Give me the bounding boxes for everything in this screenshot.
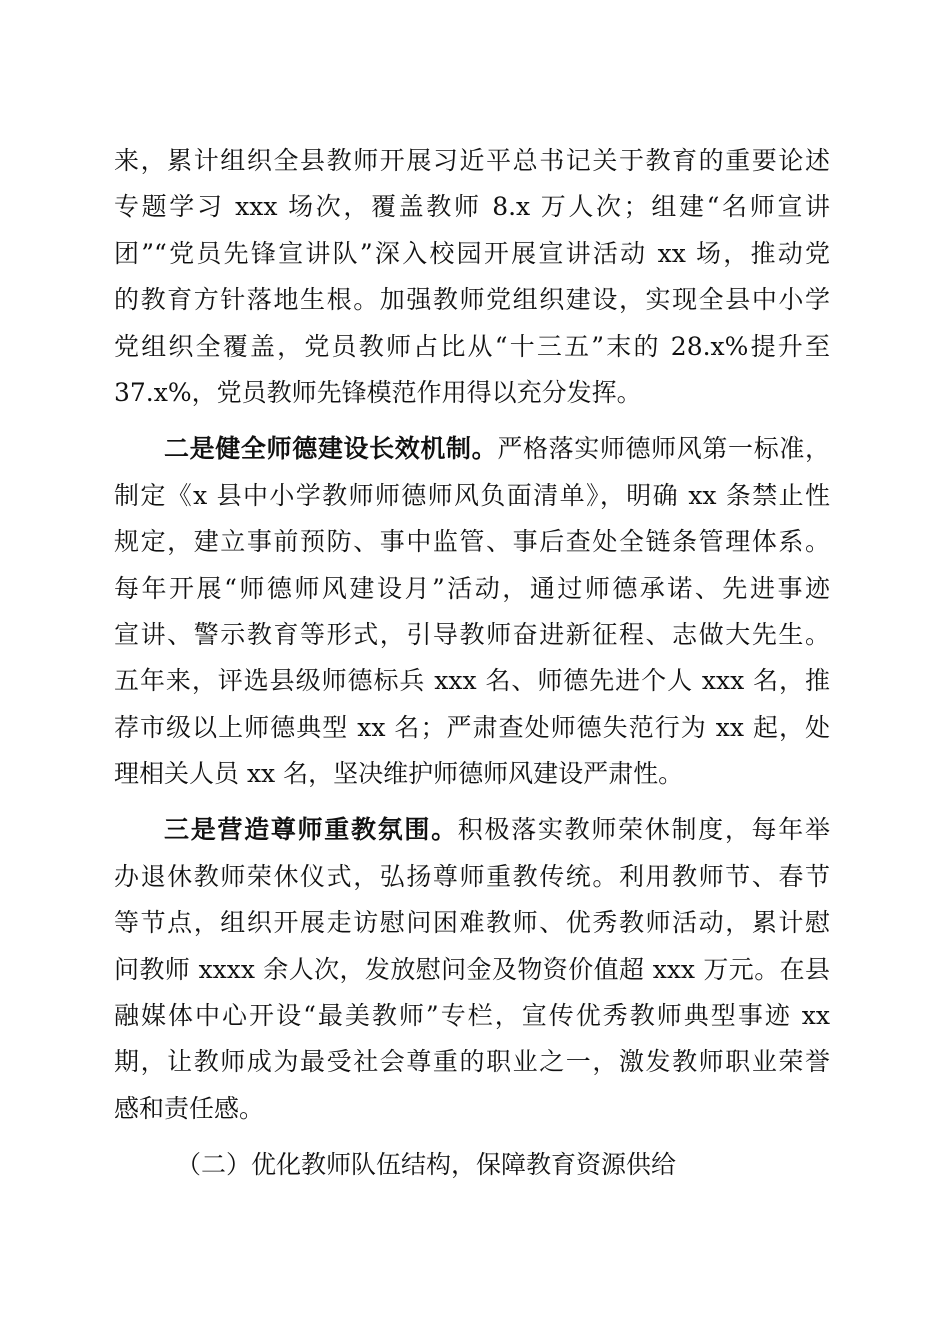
section-heading: （二）优化教师队伍结构，保障教育资源供给: [176, 1150, 677, 1180]
text-line: 制定《x 县中小学教师师德师风负面清单》，明确 xx 条禁止性: [114, 480, 830, 510]
text-line: 融媒体中心开设“最美教师”专栏，宣传优秀教师典型事迹 xx: [114, 1001, 830, 1031]
text-line: 每年开展“师德师风建设月”活动，通过师德承诺、先进事迹: [114, 573, 830, 603]
text-line: 团”“党员先锋宣讲队”深入校园开展宣讲活动 xx 场，推动党: [114, 238, 830, 268]
paragraph-lead-heading: 二是健全师德建设长效机制。: [164, 434, 498, 464]
paragraph-first-line: [114, 426, 830, 472]
text-line: 专题学习 xxx 场次，覆盖教师 8.x 万人次；组建“名师宣讲: [114, 192, 830, 222]
text-line: 荐市级以上师德典型 xx 名；严肃查处师德失范行为 xx 起，处: [114, 712, 830, 742]
text-line: 的教育方针落地生根。加强教师党组织建设，实现全县中小学: [114, 285, 830, 315]
paragraph-party-building: [114, 138, 830, 416]
text-line: 37.x%，党员教师先锋模范作用得以充分发挥。: [114, 377, 642, 407]
text-line: 等节点，组织开展走访慰问困难教师、优秀教师活动，累计慰: [114, 908, 830, 938]
paragraph-lead-heading: 三是营造尊师重教氛围。: [164, 815, 458, 845]
paragraph-respect-teachers: [114, 807, 830, 1132]
text-run: 严格落实师德师风第一标准，: [497, 434, 830, 464]
text-line: 感和责任感。: [114, 1093, 265, 1123]
text-line: 理相关人员 xx 名，坚决维护师德师风建设严肃性。: [114, 759, 684, 789]
document-body: [114, 138, 830, 1189]
paragraph-teacher-ethics: [114, 426, 830, 797]
text-line: 规定，建立事前预防、事中监管、事后查处全链条管理体系。: [114, 527, 830, 557]
text-line: 宣讲、警示教育等形式，引导教师奋进新征程、志做大先生。: [114, 619, 830, 649]
text-line: 问教师 xxxx 余人次，发放慰问金及物资价值超 xxx 万元。在县: [114, 954, 830, 984]
text-line: 五年来，评选县级师德标兵 xxx 名、师德先进个人 xxx 名，推: [114, 666, 830, 696]
text-run: 积极落实教师荣休制度，每年举: [457, 815, 830, 845]
text-line: 来，累计组织全县教师开展习近平总书记关于教育的重要论述: [114, 146, 830, 175]
text-line: 办退休教师荣休仪式，弘扬尊师重教传统。利用教师节、春节: [114, 861, 830, 891]
text-line: 期，让教师成为最受社会尊重的职业之一，激发教师职业荣誉: [114, 1047, 830, 1077]
paragraph-first-line: [114, 807, 830, 853]
text-line: 党组织全覆盖，党员教师占比从“十三五”末的 28.x%提升至: [114, 331, 830, 361]
